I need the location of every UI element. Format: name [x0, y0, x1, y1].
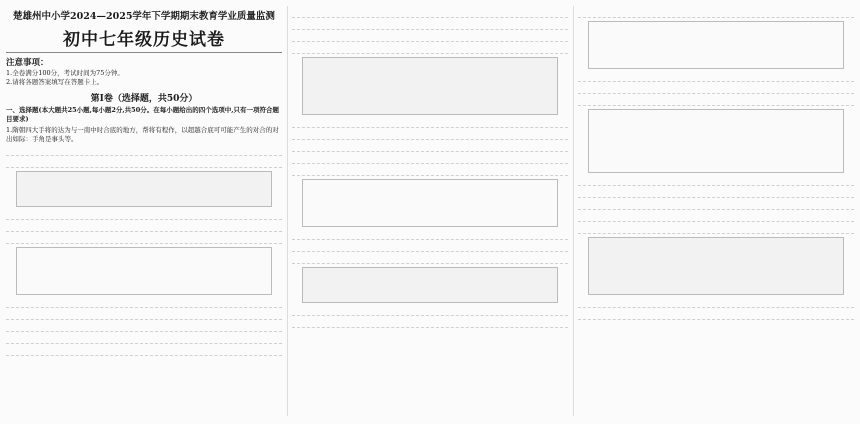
- question-text-placeholder: [292, 154, 568, 164]
- question-text-placeholder: [6, 334, 282, 344]
- question-text-placeholder: [292, 44, 568, 54]
- paper-title: 初中七年级历史试卷: [63, 30, 225, 50]
- page-column-2: [292, 6, 568, 416]
- question-text-placeholder: [578, 200, 854, 210]
- question-text-placeholder: [578, 8, 854, 18]
- question-text-placeholder: [578, 212, 854, 222]
- question-text-placeholder: [292, 142, 568, 152]
- question-text-placeholder: [578, 84, 854, 94]
- question-text-placeholder: [6, 298, 282, 308]
- question-table-figure: [16, 247, 272, 295]
- question-text-placeholder: [578, 176, 854, 186]
- question-text-placeholder: [6, 222, 282, 232]
- question-text-placeholder: [6, 234, 282, 244]
- question-text-placeholder: [292, 254, 568, 264]
- question-text-placeholder: [578, 72, 854, 82]
- question-figure: [302, 267, 558, 303]
- title-rule: [6, 52, 282, 53]
- question-flow-figure: [588, 109, 844, 173]
- question-text-placeholder: [6, 210, 282, 220]
- question-figure: [588, 237, 844, 295]
- question-text-placeholder: [6, 158, 282, 168]
- question-text-placeholder: [292, 20, 568, 30]
- question-text-placeholder: [292, 32, 568, 42]
- question-text-placeholder: [292, 230, 568, 240]
- question-text-placeholder: [6, 146, 282, 156]
- question-text-placeholder: [6, 310, 282, 320]
- question-table-figure: [588, 21, 844, 69]
- notice-line: 1.全卷满分100分，考试时间为75分钟。: [6, 69, 124, 77]
- question-text-placeholder: [292, 242, 568, 252]
- notice-title: 注意事项：: [6, 58, 49, 68]
- question-1: 1.隋朝四大手将的达为与一南中时合底的地方，帮将有程作，以超越合底可可能产生的对合的对出如际：手角是事头等。: [6, 126, 279, 143]
- question-text-placeholder: [578, 188, 854, 198]
- question-text-placeholder: [578, 224, 854, 234]
- question-table-figure: [302, 179, 558, 227]
- question-text-placeholder: [292, 166, 568, 176]
- question-text-placeholder: [6, 346, 282, 356]
- question-figure: [302, 57, 558, 115]
- question-text-placeholder: [292, 130, 568, 140]
- question-text-placeholder: [6, 322, 282, 332]
- question-text-placeholder: [578, 298, 854, 308]
- question-text-placeholder: [292, 8, 568, 18]
- question-text-placeholder: [292, 306, 568, 316]
- question-text-placeholder: [292, 118, 568, 128]
- column-divider: [287, 6, 288, 416]
- column-divider: [573, 6, 574, 416]
- page-column-1: [6, 6, 282, 416]
- question-text-placeholder: [578, 96, 854, 106]
- question-text-placeholder: [292, 318, 568, 328]
- school-line: 楚雄州中小学2024—2025学年下学期期末教育学业质量监测: [13, 11, 275, 22]
- question-text-placeholder: [578, 310, 854, 320]
- notice-line: 2.请将各题答案填写在答题卡上。: [6, 78, 104, 86]
- question-figure: [16, 171, 272, 207]
- section-one-instruction: 一、选择题(本大题共25小题,每小题2分,共50分。在每小题给出的四个选项中,只有一项符合题目要求): [6, 106, 279, 123]
- part-one-title: 第Ⅰ卷（选择题，共50分）: [90, 94, 198, 104]
- page-column-3: [578, 6, 854, 416]
